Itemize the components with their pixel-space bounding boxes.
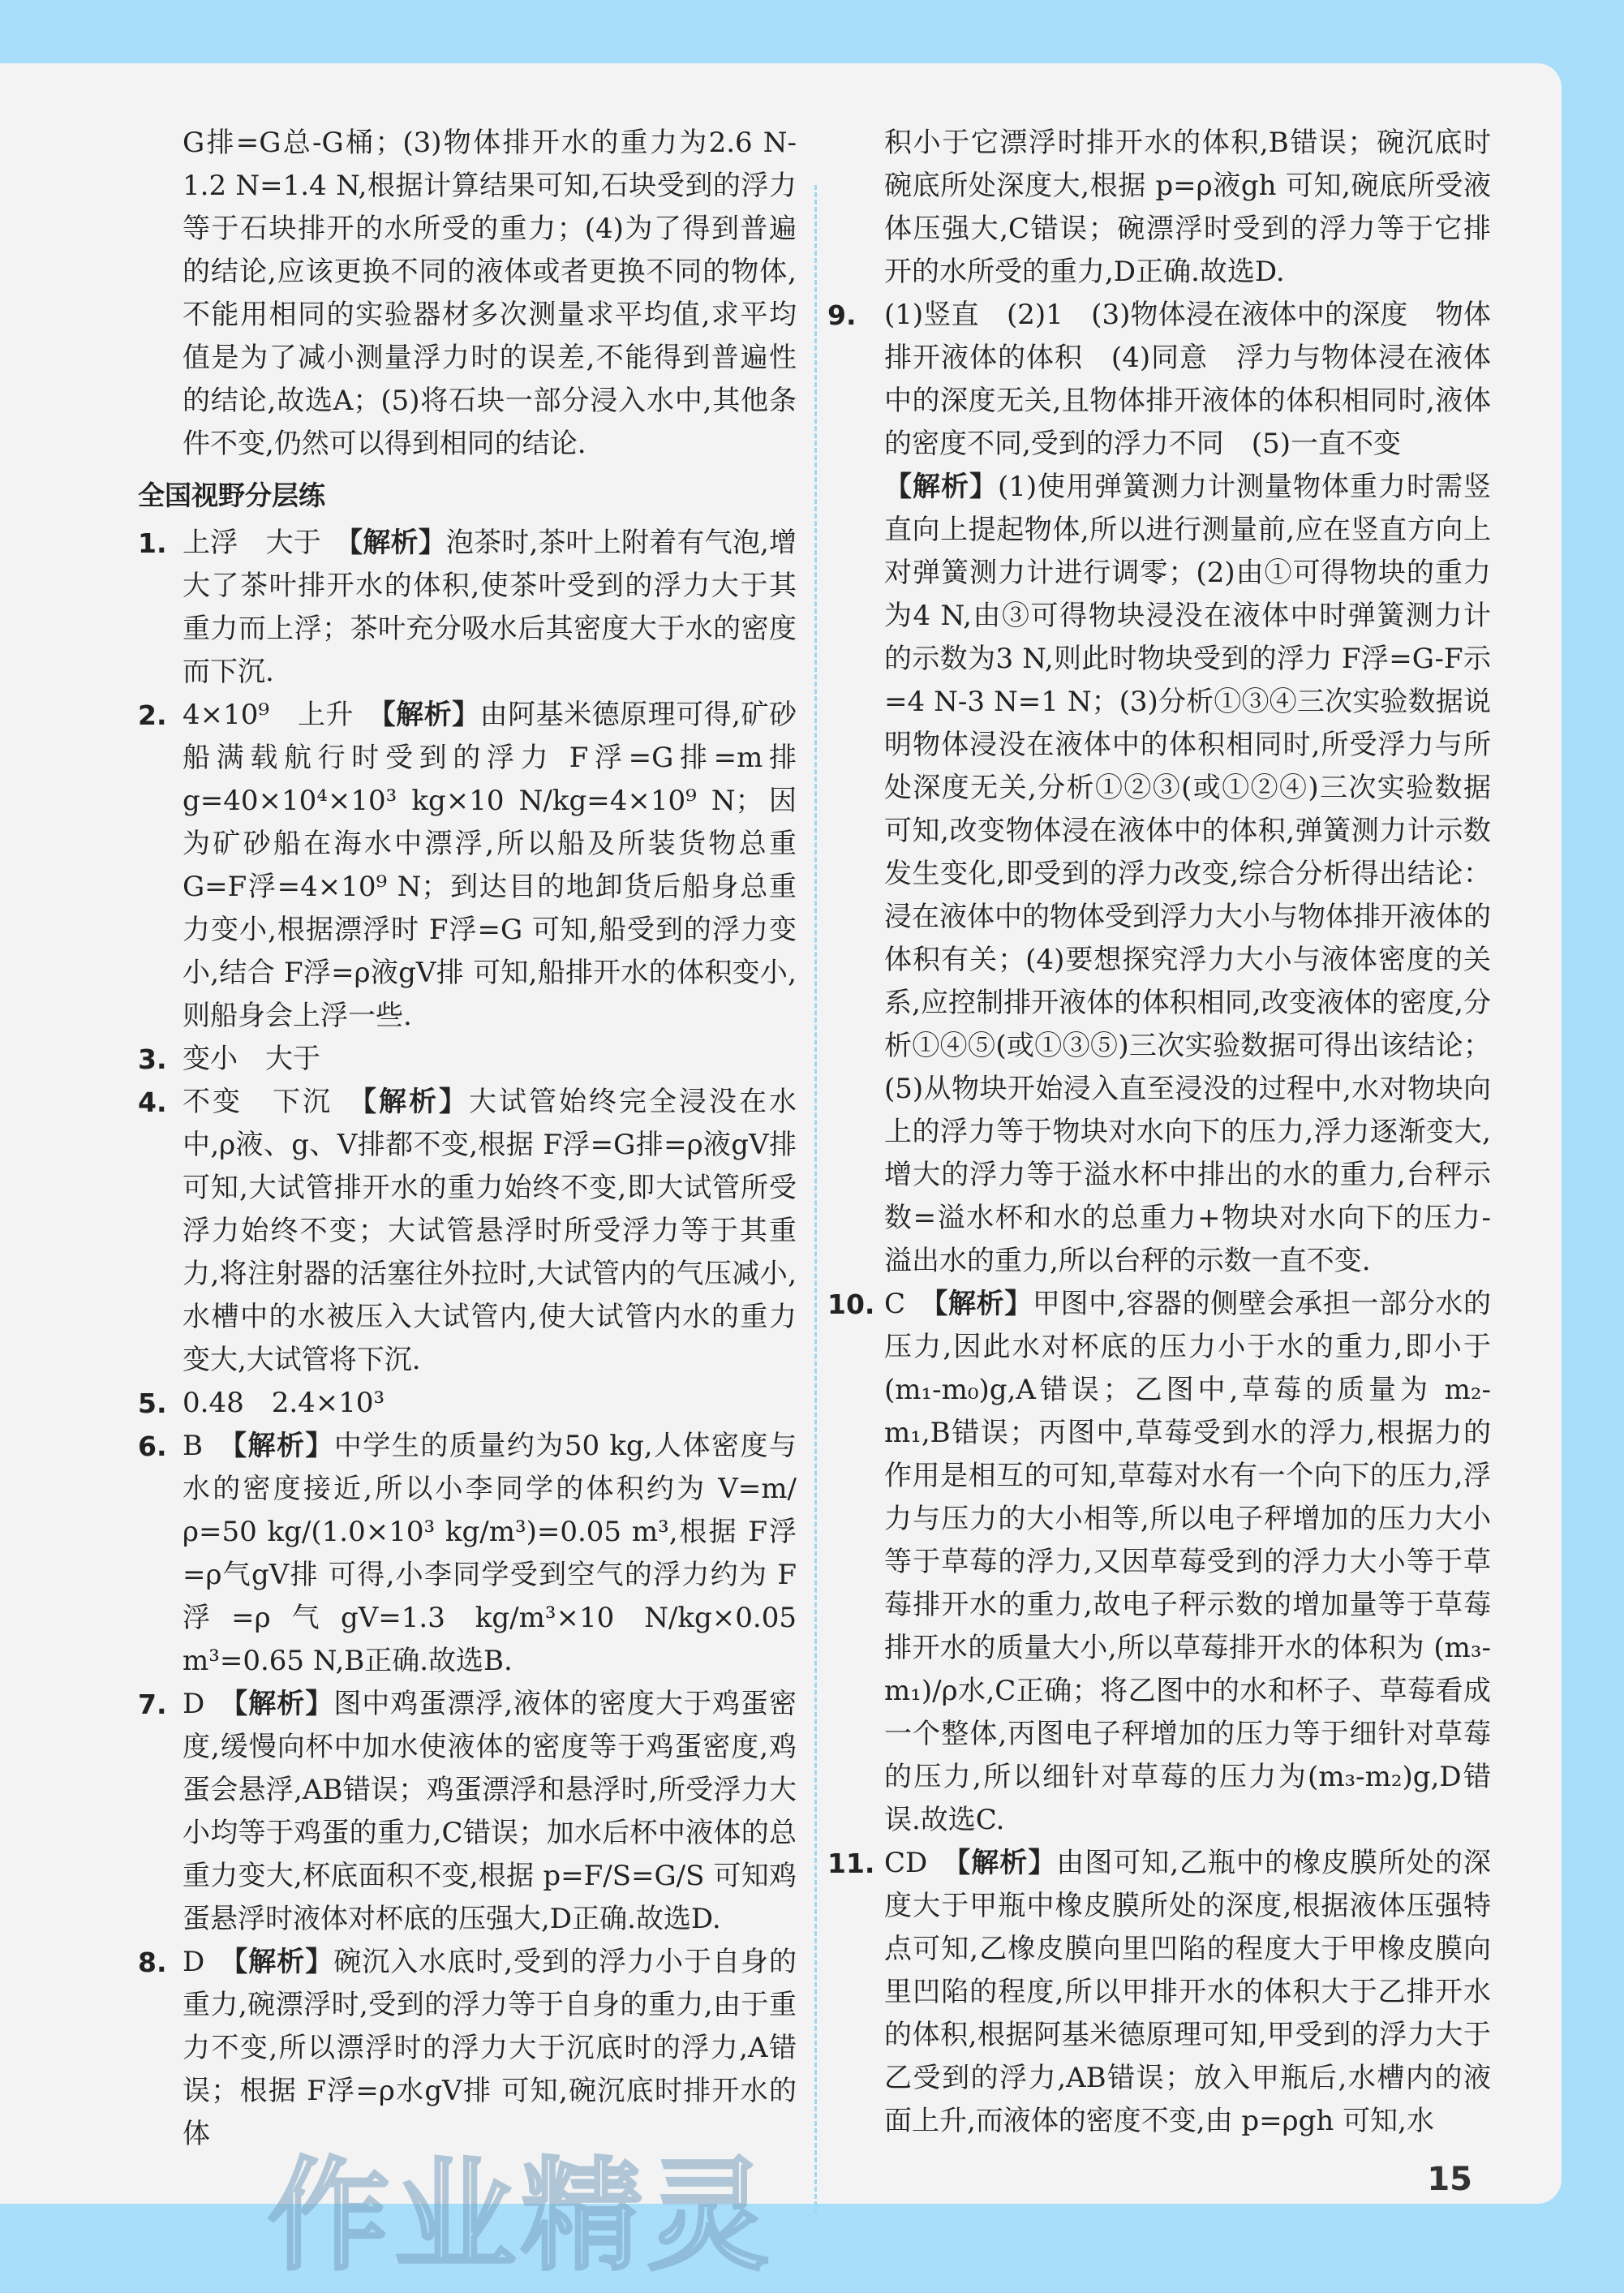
analysis-label: 【解析】 [234,1688,334,1720]
item-explanation: 甲图中,容器的侧壁会承担一部分水的压力,因此水对杯底的压力小于水的重力,即小于(m₁-m₀)g,A错误；乙图中,草莓的质量为 m₂-m₁,B错误；丙图中,草莓受到水的浮力,根据力的作用是相互的可知,草莓对水有一个向下的压力,浮力与压力的大小相等,所以电子秤增加的压力大小等于草莓的浮力,又因草莓受到的浮力大小等于草莓排开水的重力,故电子秤示数的增加量等于草莓排开水的质量大小,所以草莓排开水的体积为 (m₃-m₁)/ρ水,C正确；将乙图中的水和杯子、草莓看成一个整体,丙图电子秤增加的压力等于细针对草莓的压力,所以细针对草莓的压力为(m₃-m₂)g,D错误.故选C. [884,1288,1492,1836]
item-number: 7. [138,1689,167,1720]
item-answer: 0.48 2.4×10³ [183,1387,385,1419]
item-explanation: (1)使用弹簧测力计测量物体重力时需竖直向上提起物体,所以进行测量前,应在竖直方向上对弹簧测力计进行调零；(2)由①可得物块的重力为4 N,由③可得物块浸没在液体中时弹簧测力计的示数为3 N,则此时物块受到的浮力 F浮=G-F示=4 N-3 N=1 N；(3)分析①③④三次实验数据说明物体浸没在液体中的体积相同时,所受浮力与所处深度无关,分析①②③(或①②④)三次实验数据可知,改变物体浸在液体中的体积,弹簧测力计示数发生变化,即受到的浮力改变,综合分析得出结论：浸在液体中的物体受到浮力大小与物体排开液体的体积有关；(4)要想探究浮力大小与液体密度的关系,应控制排开液体的体积相同,改变液体的密度,分析①④⑤(或①③⑤)三次实验数据可得出该结论；(5)从物块开始浸入直至浸没的过程中,水对物块向上的浮力等于物块对水向下的压力,浮力逐渐变大,增大的浮力等于溢水杯中排出的水的重力,台秤示数=溢水杯和水的总重力+物块对水向下的压力-溢出水的重力,所以台秤的示数一直不变. [884,471,1491,1277]
item-number: 3. [138,1043,167,1075]
item-number: 1. [138,527,167,559]
item-answer: (1)竖直 (2)1 (3)物体浸在液体中的深度 物体排开液体的体积 (4)同意 浮力与物体浸在液体中的深度无关,且物体排开液体的体积相同时,液体的密度不同,受到的浮力不同 (5)一直不变 [884,299,1491,460]
item-explanation: 由阿基米德原理可得,矿砂船满载航行时受到的浮力 F浮=G排=m排g=40×10⁴×10³ kg×10 N/kg=4×10⁹ N；因为矿砂船在海水中漂浮,所以船及所装货物总重 G=F浮=4×10⁹ N；到达目的地卸货后船身总重力变小,根据漂浮时 F浮=G 可知,船受到的浮力变小,结合 F浮=ρ液gV排 可知,船排开水的体积变小,则船身会上浮一些. [183,699,797,1032]
answer-item-4 [138,1081,797,1382]
answer-item-7 [138,1683,797,1941]
answer-item-6 [138,1425,797,1683]
answer-item-11 [827,1842,1491,2143]
item-answer: D [183,1688,234,1720]
analysis-label: 【解析】 [956,1847,1057,1879]
item-answer: 不变 下沉 [183,1086,363,1118]
item-answer: 上浮 大于 [183,527,350,559]
analysis-label: 【解析】 [934,1288,1033,1320]
item-explanation: 由图可知,乙瓶中的橡皮膜所处的深度大于甲瓶中橡皮膜所处的深度,根据液体压强特点可知,乙橡皮膜向里凹陷的程度大于甲橡皮膜向里凹陷的程度,所以甲排开水的体积大于乙排开水的体积,根据阿基米德原理可知,甲受到的浮力大于乙受到的浮力,AB错误；放入甲瓶后,水槽内的液面上升,而液体的密度不变,由 p=ρgh 可知,水 [884,1847,1491,2137]
analysis-label: 【解析】 [349,527,446,559]
analysis-label: 【解析】 [232,1430,334,1462]
item-answer: 变小 大于 [183,1043,320,1075]
item-answer: C [884,1288,934,1320]
item-answer: D [183,1946,234,1978]
item-number: 10. [827,1288,875,1320]
answer-page [0,63,1562,2204]
answer-item-10 [827,1283,1491,1842]
item-explanation: 泡茶时,茶叶上附着有气泡,增大了茶叶排开水的体积,使茶叶受到的浮力大于其重力而上浮；茶叶充分吸水后其密度大于水的密度而下沉. [183,527,797,688]
item-number: 11. [827,1848,875,1879]
item-number: 6. [138,1430,167,1462]
answer-item-5 [138,1382,797,1425]
analysis-label: 【解析】 [381,699,480,731]
right-column [827,122,1491,2143]
section-title: 全国视野分层练 [138,480,325,511]
answer-item-9 [827,294,1491,1283]
item-answer: B [183,1430,233,1462]
item-answer: CD [884,1847,957,1879]
answer-item-1 [138,522,797,694]
item-number: 9. [827,299,857,331]
analysis-label: 【解析】 [363,1086,469,1118]
continued-text: G排=G总-G桶；(3)物体排开水的重力为2.6 N-1.2 N=1.4 N,根据计算结果可知,石块受到的浮力等于石块排开的水所受的重力；(4)为了得到普遍的结论,应该更换不同的液体或者更换不同的物体,不能用相同的实验器材多次测量求平均值,求平均值是为了减小测量浮力时的误差,不能得到普遍性的结论,故选A；(5)将石块一部分浸入水中,其他条件不变,仍然可以得到相同的结论. [183,127,797,460]
item-number: 2. [138,699,167,731]
item-explanation: 图中鸡蛋漂浮,液体的密度大于鸡蛋密度,缓慢向杯中加水使液体的密度等于鸡蛋密度,鸡蛋会悬浮,AB错误；鸡蛋漂浮和悬浮时,所受浮力大小均等于鸡蛋的重力,C错误；加水后杯中液体的总重力变大,杯底面积不变,根据 p=F/S=G/S 可知鸡蛋悬浮时液体对杯底的压强大,D正确.故选D. [183,1688,797,1935]
item-number: 8. [138,1947,167,1978]
continued-text: 积小于它漂浮时排开水的体积,B错误；碗沉底时碗底所处深度大,根据 p=ρ液gh 可知,碗底所受液体压强大,C错误；碗漂浮时受到的浮力等于它排开的水所受的重力,D正确.故选D. [884,127,1491,288]
column-divider [814,185,817,2213]
analysis-label: 【解析】 [234,1946,334,1978]
analysis-label: 【解析】 [884,471,998,503]
item-answer: 4×10⁹ 上升 [183,699,382,731]
item-number: 5. [138,1387,167,1419]
page-number: 15 [1427,2161,1472,2198]
item-explanation: 大试管始终完全浸没在水中,ρ液、g、V排都不变,根据 F浮=G排=ρ液gV排 可知,大试管排开水的重力始终不变,即大试管所受浮力始终不变；大试管悬浮时所受浮力等于其重力,将注射器的活塞往外拉时,大试管内的气压减小,水槽中的水被压入大试管内,使大试管内水的重力变大,大试管将下沉. [183,1086,797,1376]
item-number: 4. [138,1086,167,1118]
left-column [138,122,797,2156]
item-explanation: 碗沉入水底时,受到的浮力小于自身的重力,碗漂浮时,受到的浮力等于自身的重力,由于重力不变,所以漂浮时的浮力大于沉底时的浮力,A错误；根据 F浮=ρ水gV排 可知,碗沉底时排开水的体 [183,1946,797,2150]
answer-item-3 [138,1038,797,1081]
watermark-logo: 作业精灵 [268,2146,775,2287]
answer-item-2 [138,694,797,1038]
item-explanation: 中学生的质量约为50 kg,人体密度与水的密度接近,所以小李同学的体积约为 V=m/ρ=50 kg/(1.0×10³ kg/m³)=0.05 m³,根据 F浮=ρ气gV排 可得,小李同学受到空气的浮力约为 F浮=ρ气gV=1.3 kg/m³×10 N/kg×0.05 m³=0.65 N,B正确.故选B. [183,1430,797,1677]
